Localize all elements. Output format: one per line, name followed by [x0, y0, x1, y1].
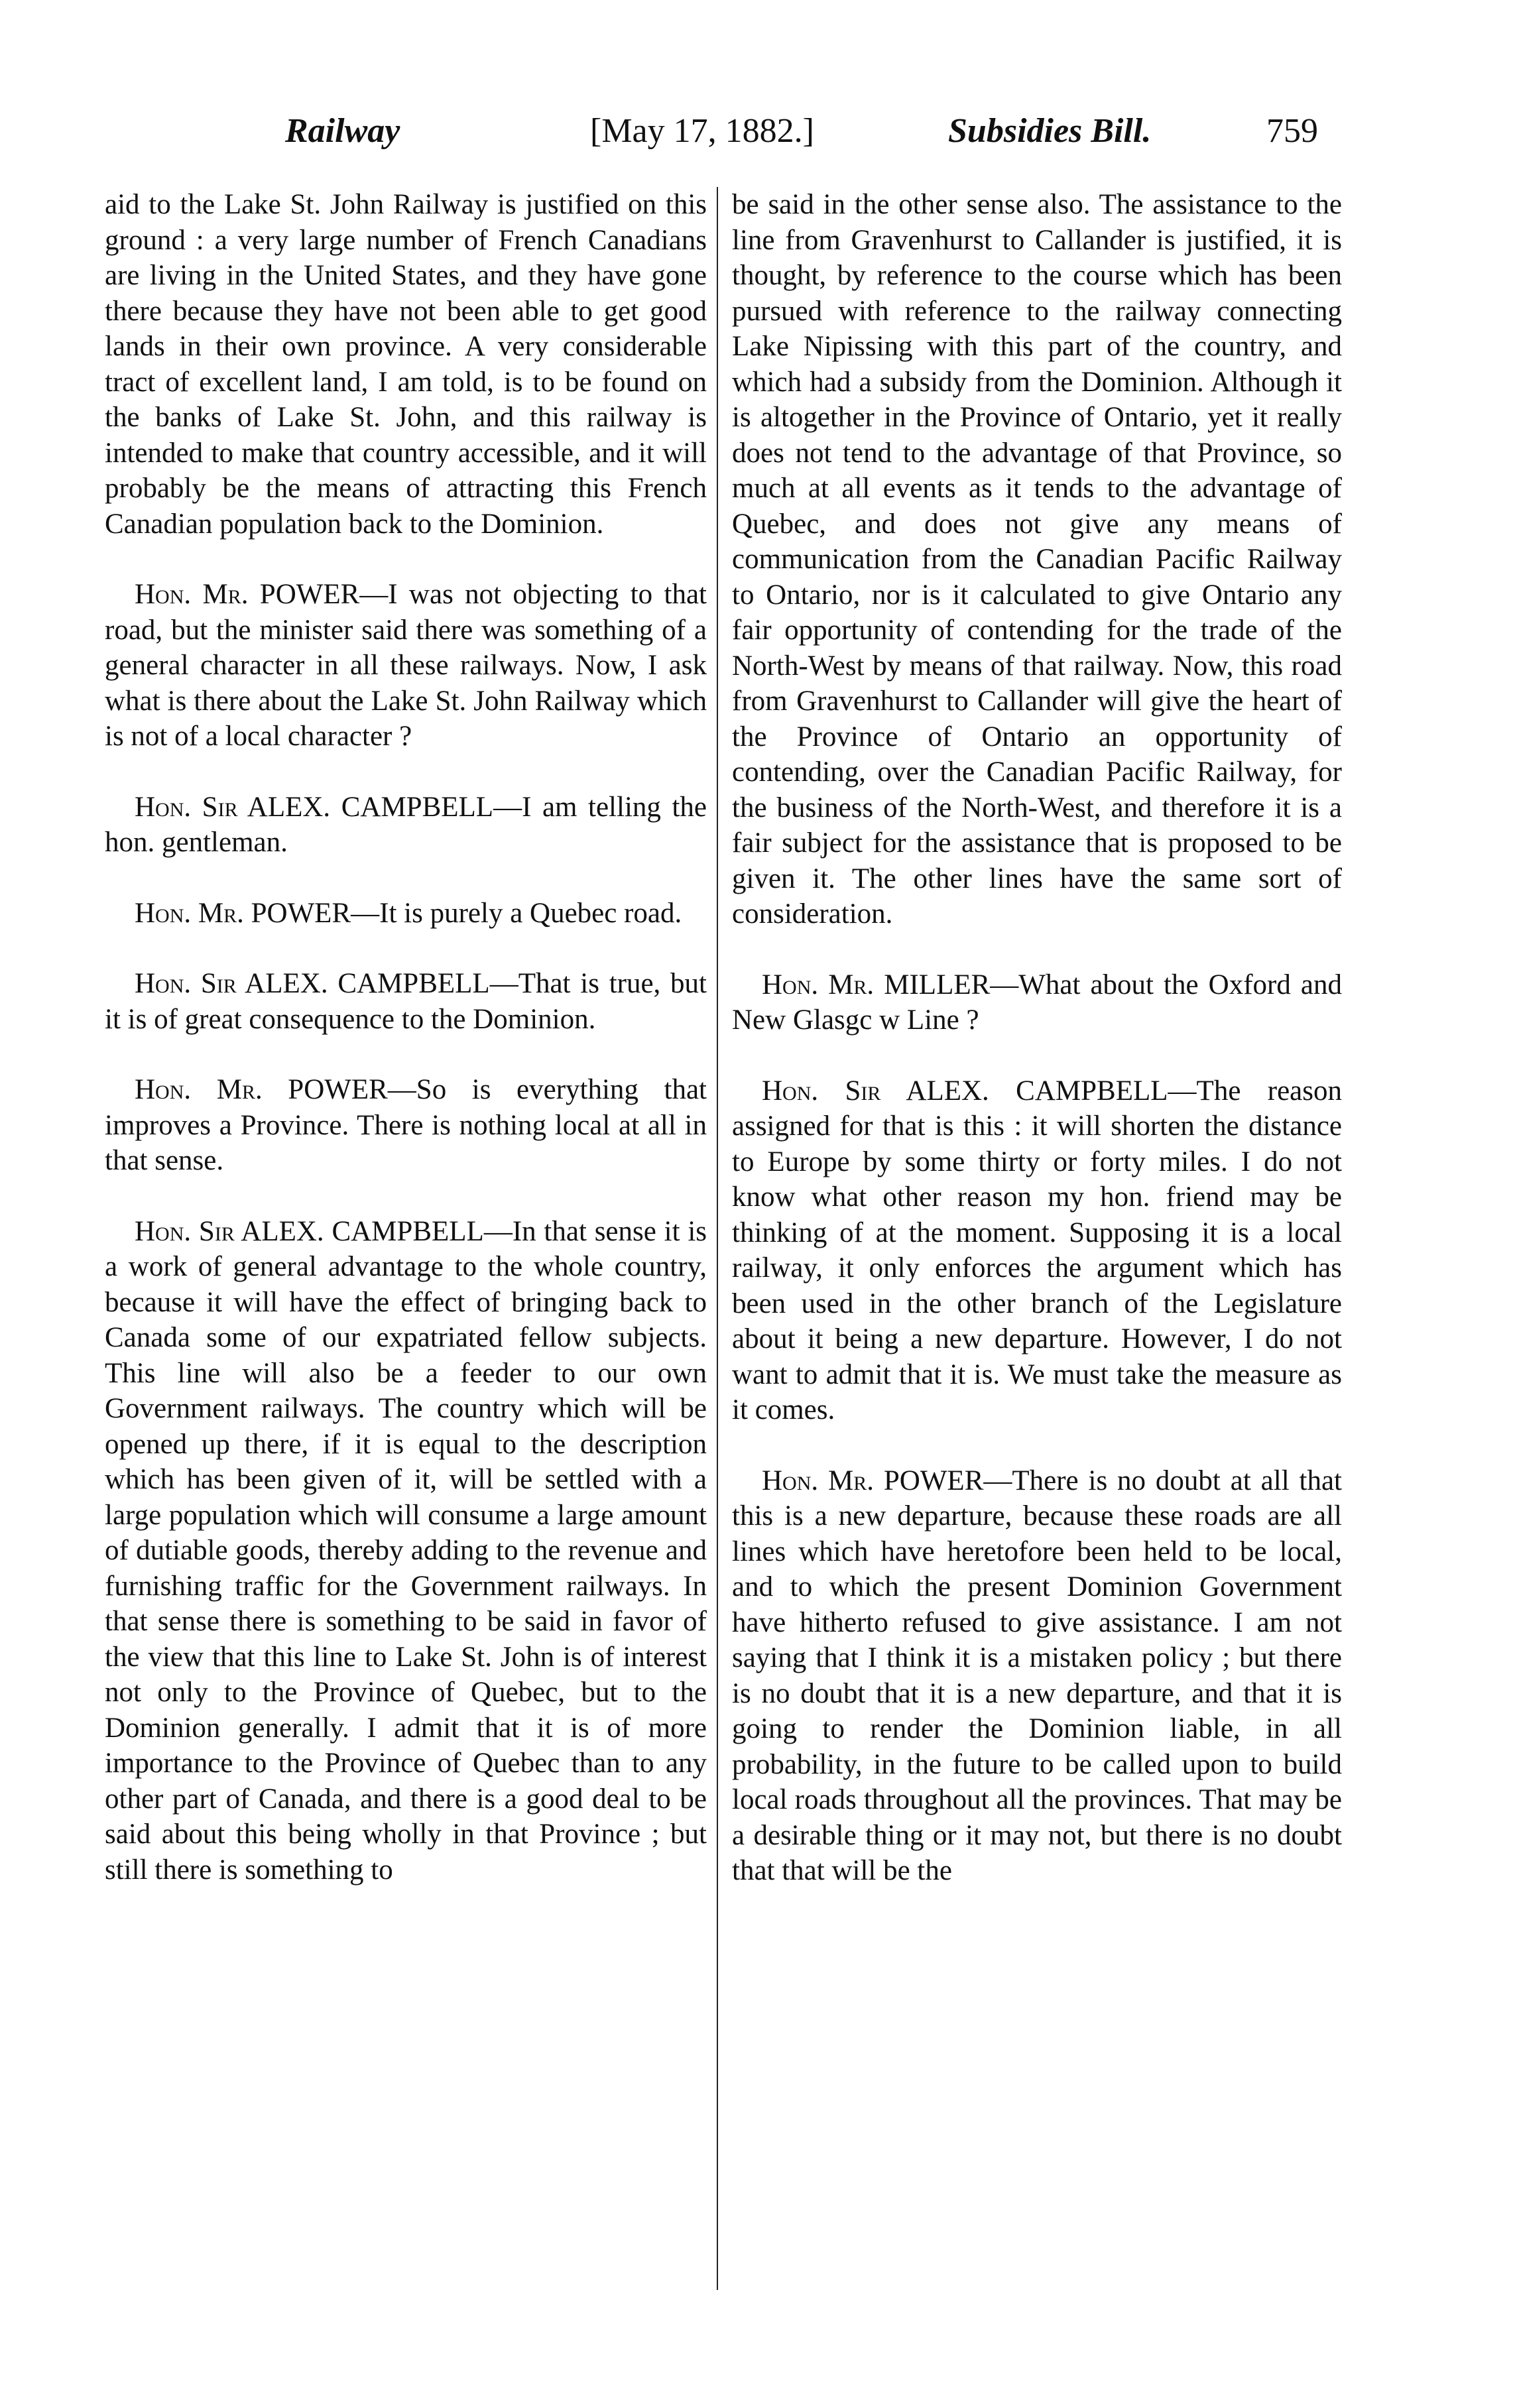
paragraph-text: —What about the Oxford and New Glasgc w Line ? [732, 969, 1342, 1036]
paragraph-text: —I am telling the hon. gentleman. [105, 791, 707, 858]
paragraph [105, 187, 707, 542]
paragraph [105, 1214, 707, 1888]
speaker-name: Hon. Mr. POWER [135, 579, 360, 610]
paragraph-text: —In that sense it is a work of general advantage to the whole country, because it will have the effect of bringing back to Canada some of our expatriated fellow subjects. This line will also be a feeder to our own Government railways. The country which will be opened up there, if it is equal to the description which has been given of it, will be settled with a large population which will consume a large amount of dutiable goods, thereby adding to the revenue and furnishing traffic for the Government railways. In that sense there is something to be said in favor of the view that this line to Lake St. John is of interest not only to the Province of Quebec, but to the Dominion generally. I admit that it is of more importance to the Province of Quebec than to any other part of Canada, and there is a good deal to be said about this being wholly in that Province ; but still there is something to [105, 1215, 707, 1886]
header-date: [May 17, 1882.] [590, 112, 814, 150]
paragraph-text: —So is everything that improves a Province. There is nothing local at all in that sense. [105, 1074, 707, 1176]
paragraph [105, 577, 707, 754]
paragraph [105, 790, 707, 861]
right-column [732, 187, 1342, 1889]
speaker-name: Hon. Mr. POWER [135, 897, 351, 929]
paragraph [732, 967, 1342, 1038]
speaker-name: Hon. Sir ALEX. CAMPBELL [135, 968, 490, 999]
paragraph [732, 187, 1342, 932]
paragraph-text: —That is true, but it is of great consequence to the Dominion. [105, 968, 707, 1035]
paragraph-text: aid to the Lake St. John Railway is justified on this ground : a very large number of French Canadians are living in the United States, and they have gone there because they have not been able to get good lands in their own province. A very considerable tract of excellent land, I am told, is to be found on the banks of Lake St. John, and this railway is intended to make that country accessible, and it will probably be the means of attracting this French Canadian population back to the Dominion. [105, 189, 707, 540]
speaker-name: Hon. Sir ALEX. CAMPBELL [135, 791, 494, 823]
page-number: 759 [1266, 112, 1318, 150]
paragraph [105, 896, 707, 932]
speaker-name: Hon. Mr. MILLER [762, 969, 991, 1000]
paragraph [732, 1073, 1342, 1428]
speaker-name: Hon. Mr. POWER [135, 1074, 388, 1105]
paragraph [105, 966, 707, 1037]
running-header [285, 111, 1359, 171]
speaker-name: Hon. Mr. POWER [762, 1465, 984, 1496]
paragraph-text: —There is no doubt at all that this is a new departure, because these roads are all lines which have heretofore been held to be local, and to which the present Dominion Government have hitherto refused to give assistance. I am not saying that I think it is a mistaken policy ; but there is no doubt that it is a new departure, and that it is going to render the Dominion liable, in all probability, in the future to be called upon to build local roads throughout all the provinces. That may be a desirable thing or it may not, but there is no doubt that that will be the [732, 1465, 1342, 1886]
paragraph [105, 1072, 707, 1179]
header-section-right: Subsidies Bill. [948, 112, 1152, 150]
column-divider [717, 187, 718, 2290]
paragraph [732, 1463, 1342, 1889]
paragraph-text: —I was not objecting to that road, but the minister said there was something of a general character in all these railways. Now, I ask what is there about the Lake St. John Railway which is not of a local character ? [105, 579, 707, 752]
paragraph-text: —It is purely a Quebec road. [351, 897, 682, 929]
left-column [105, 187, 707, 1888]
speaker-name: Hon. Sir ALEX. CAMPBELL [135, 1215, 484, 1247]
speaker-name: Hon. Sir ALEX. CAMPBELL [762, 1075, 1168, 1107]
header-section-left: Railway [285, 112, 400, 150]
paragraph-text: —The reason assigned for that is this : it will shorten the distance to Europe by some thirty or forty miles. I do not know what other reason my hon. friend may be thinking of at the moment. Supposing it is a local railway, it only enforces the argument which has been used in the other branch of the Legislature about it being a new departure. However, I do not want to admit that it is. We must take the measure as it comes. [732, 1075, 1342, 1425]
paragraph-text: be said in the other sense also. The assistance to the line from Gravenhurst to Callander is justified, it is thought, by reference to the course which has been pursued with reference to the railway connecting Lake Nipissing with this part of the country, and which had a subsidy from the Dominion. Although it is altogether in the Province of Ontario, yet it really does not tend to the advantage of that Province, so much at all events as it tends to the advantage of Quebec, and does not give any means of communication from the Canadian Pacific Railway to Ontario, nor is it calculated to give Ontario any fair opportunity of contending for the trade of the North-West by means of that railway. Now, this road from Gravenhurst to Callander will give the heart of the Province of Ontario an opportunity of contending, over the Canadian Pacific Railway, for the business of the North-West, and therefore it is a fair subject for the assistance that is proposed to be given it. The other lines have the same sort of consideration. [732, 189, 1342, 930]
